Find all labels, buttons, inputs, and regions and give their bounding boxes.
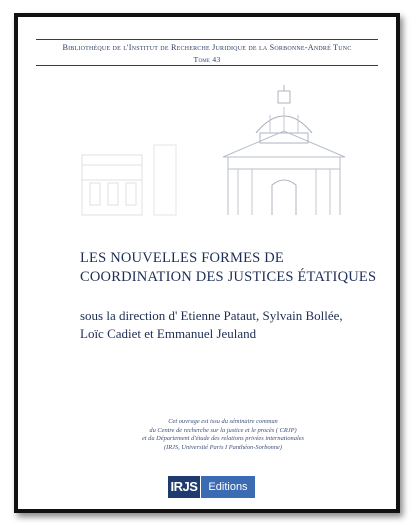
irjs-editions-logo — [168, 476, 264, 498]
sorbonne-chapel-illustration — [78, 85, 358, 225]
note-line-3: et du Département d'étude des relations privées internationales — [141, 435, 305, 443]
series-title: Bibliothèque de l'Institut de Recherche Juridique de la Sorbonne-André Tunc — [62, 43, 352, 52]
editors-line-1: sous la direction d' Etienne Pataut, Sylvain Bollée, — [80, 308, 343, 323]
book-title — [80, 249, 380, 287]
editors-line-2: Loïc Cadiet et Emmanuel Jeuland — [80, 326, 257, 341]
title-line-1: LES NOUVELLES FORMES DE — [80, 250, 284, 266]
note-line-1: Cet ouvrage est issu du séminaire commun — [168, 418, 278, 425]
top-rule — [36, 39, 378, 40]
note-line-4: (IRJS, Université Paris I Panthéon-Sorbonne) — [163, 443, 283, 451]
publication-note — [78, 418, 368, 452]
logo-mark: IRJS — [168, 476, 200, 498]
title-line-2: COORDINATION DES JUSTICES ÉTATIQUES — [80, 269, 377, 285]
bottom-rule — [36, 65, 378, 66]
logo-text: Editions — [201, 476, 255, 498]
series-volume: Tome 43 — [193, 55, 221, 64]
editors — [80, 307, 390, 343]
note-line-2: du Centre de recherche sur la justice et le procès ( CRJP) — [149, 426, 297, 434]
book-cover — [14, 13, 400, 513]
